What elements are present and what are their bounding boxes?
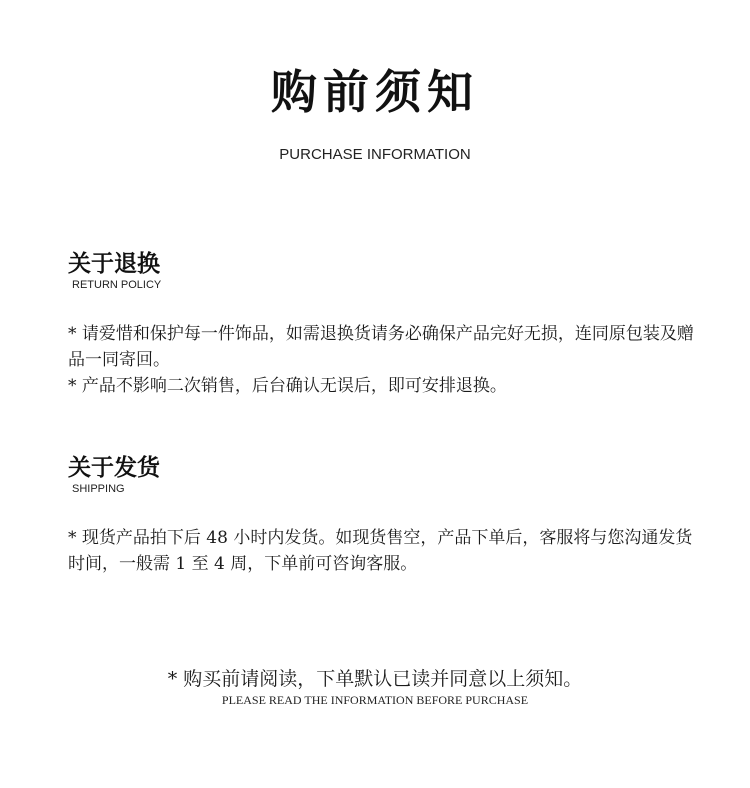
- shipping-subtitle: SHIPPING: [72, 483, 125, 495]
- shipping-title: 关于发货: [68, 454, 160, 481]
- page-subtitle: PURCHASE INFORMATION: [279, 146, 471, 163]
- return-policy-body: [68, 321, 698, 399]
- footer-note: * 购买前请阅读，下单默认已读并同意以上须知。: [167, 668, 583, 690]
- footer-subtitle: PLEASE READ THE INFORMATION BEFORE PURCHASE: [221, 693, 529, 707]
- shipping-body: [68, 525, 698, 577]
- return-policy-section: [68, 249, 698, 399]
- return-policy-subtitle: RETURN POLICY: [72, 279, 162, 291]
- return-policy-title: 关于退换: [68, 250, 160, 277]
- return-policy-paragraph: * 产品不影响二次销售，后台确认无误后，即可安排退换。: [68, 376, 507, 396]
- shipping-section: [68, 453, 698, 577]
- return-policy-paragraph: * 请爱惜和保护每一件饰品，如需退换货请务必确保产品完好无损，连同原包装及赠品一同寄回。: [68, 324, 694, 370]
- shipping-paragraph: * 现货产品拍下后 48 小时内发货。如现货售空，产品下单后，客服将与您沟通发货时间，一般需 1 至 4 周，下单前可咨询客服。: [68, 528, 693, 574]
- page-title: 购前须知: [271, 65, 479, 119]
